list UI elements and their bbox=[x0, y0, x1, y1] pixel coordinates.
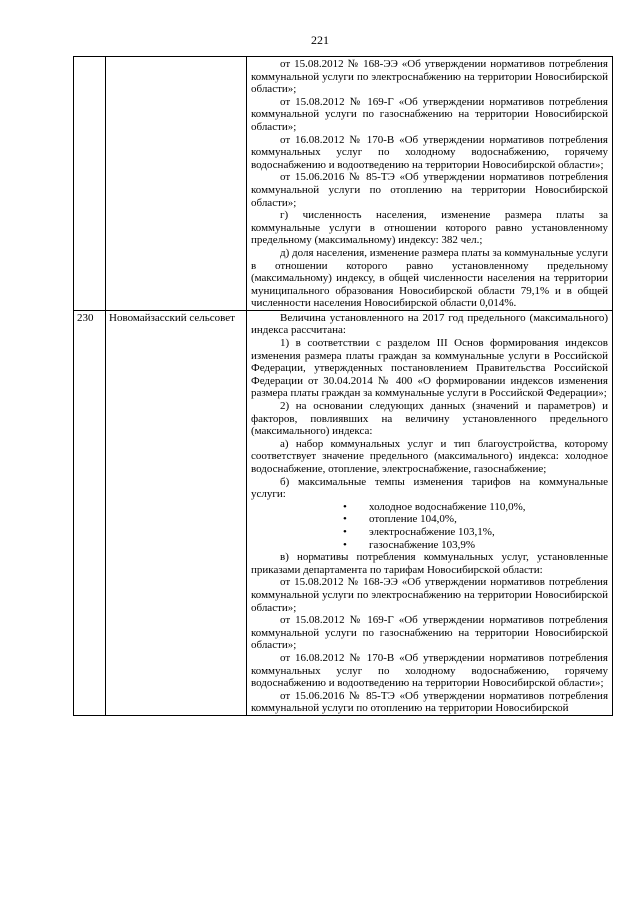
services-set-paragraph: а) набор коммунальных услуг и тип благоустройства, которому соответствует значение предельного (максимального) индекса: холодное водоснабжение, отопление, электроснабжение, газоснабжение; bbox=[251, 437, 608, 475]
list-item: • отопление 104,0%, bbox=[251, 513, 608, 526]
order-85-paragraph: от 15.06.2016 № 85-ТЭ «Об утверждении нормативов потребления коммунальной услуги по отоплению на территории Новосибирской bbox=[251, 689, 608, 715]
tariff-list bbox=[251, 501, 608, 551]
order-168-paragraph: от 15.08.2012 № 168-ЭЭ «Об утверждении нормативов потребления коммунальной услуги по электроснабжению на территории Новосибирской области»; bbox=[251, 576, 608, 614]
order-170-paragraph: от 16.08.2012 № 170-В «Об утверждении нормативов потребления коммунальных услуг по холодному водоснабжению, горячему водоснабжению и водоотведению на территории Новосибирской области»; bbox=[251, 651, 608, 690]
order-168-paragraph: от 15.08.2012 № 168-ЭЭ «Об утверждении нормативов потребления коммунальной услуги по электроснабжению на территории Новосибирской области»; bbox=[251, 58, 608, 96]
row-number-cell: 230 bbox=[74, 310, 106, 715]
municipality-name-cell bbox=[106, 57, 247, 311]
population-count-paragraph: г) численность населения, изменение размера платы за коммунальные услуги в отношении которого равно установленному предельному (максимальному) индексу: 382 чел.; bbox=[251, 209, 608, 247]
table-row bbox=[74, 310, 613, 715]
factors-paragraph: 2) на основании следующих данных (значений и параметров) и факторов, повлиявших на величину установленного предельного (максимального) индекса: bbox=[251, 400, 608, 438]
order-169-paragraph: от 15.08.2012 № 169-Г «Об утверждении нормативов потребления коммунальной услуги по газоснабжению на территории Новосибирской области»; bbox=[251, 614, 608, 652]
consumption-norms-paragraph: в) нормативы потребления коммунальных услуг, установленные приказами департамента по тарифам Новосибирской области: bbox=[251, 551, 608, 576]
tariff-rates-paragraph: б) максимальные темпы изменения тарифов на коммунальные услуги: bbox=[251, 475, 608, 501]
list-item: • холодное водоснабжение 110,0%, bbox=[251, 501, 608, 514]
order-85-paragraph: от 15.06.2016 № 85-ТЭ «Об утверждении нормативов потребления коммунальной услуги по отоплению на территории Новосибирской области»; bbox=[251, 171, 608, 209]
order-170-paragraph: от 16.08.2012 № 170-В «Об утверждении нормативов потребления коммунальных услуг по холодному водоснабжению, горячему водоснабжению и водоотведению на территории Новосибирской области»; bbox=[251, 133, 608, 171]
index-description-cell bbox=[247, 57, 613, 311]
list-item: • газоснабжение 103,9% bbox=[251, 539, 608, 552]
population-share-paragraph: д) доля населения, изменение размера платы за коммунальные услуги в отношении которого равно установленному предельному (максимальному) индексу, в общей численности населения на территории муниципального образования Новосибирской области 79,1% и в общей численности населения Новосибирской области 0,014%. bbox=[251, 246, 608, 310]
legal-basis-paragraph: 1) в соответствии с разделом III Основ формирования индексов изменения размера платы граждан за коммунальные услуги в Российской Федерации, утвержденных постановлением Правительства Российской Федерации от 30.04.2014 № 400 «О формировании индексов изменения размера платы граждан за коммунальные услуги в Российской Федерации»; bbox=[251, 337, 608, 400]
page-number: 221 bbox=[311, 33, 329, 47]
table-row bbox=[74, 57, 613, 311]
list-item: • электроснабжение 103,1%, bbox=[251, 526, 608, 539]
order-169-paragraph: от 15.08.2012 № 169-Г «Об утверждении нормативов потребления коммунальной услуги по газоснабжению на территории Новосибирской области»; bbox=[251, 95, 608, 133]
index-intro-paragraph: Величина установленного на 2017 год предельного (максимального) индекса рассчитана: bbox=[251, 311, 608, 337]
municipality-name-cell: Новомайзасский сельсовет bbox=[106, 310, 247, 715]
row-number-cell bbox=[74, 57, 106, 311]
index-description-cell bbox=[247, 310, 613, 715]
municipality-index-table bbox=[73, 56, 613, 716]
